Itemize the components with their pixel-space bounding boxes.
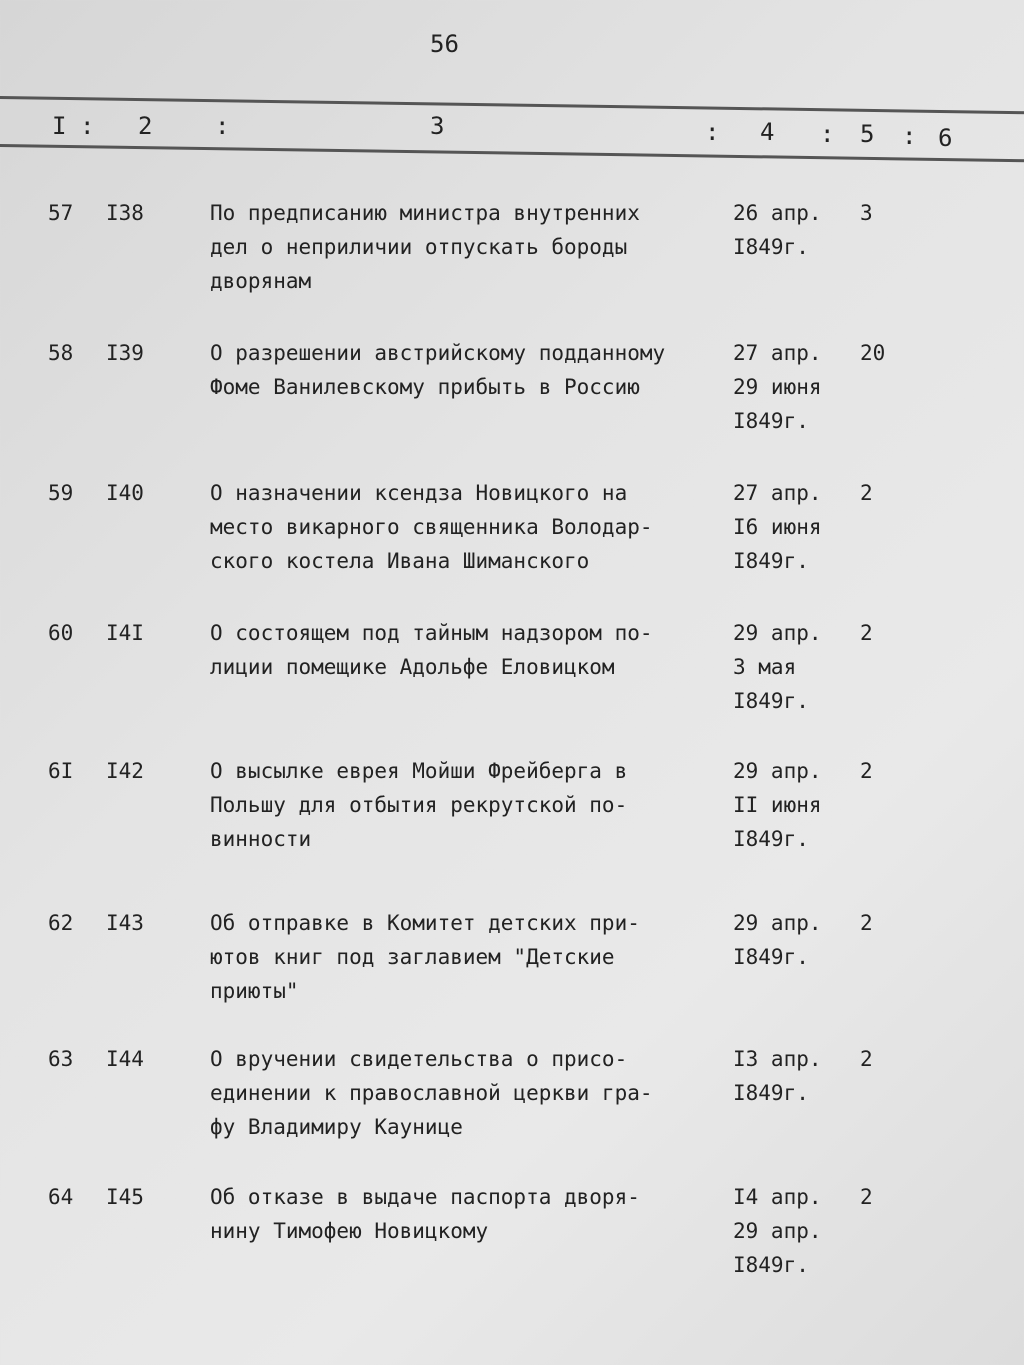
col-header-4: 4 [760, 118, 775, 146]
date-line: 26 апр. [733, 201, 822, 225]
entry-number: 57 [48, 201, 74, 225]
entry-code: I39 [106, 341, 144, 365]
date-line: 29 апр. [733, 1219, 822, 1243]
date-line: I849г. [733, 549, 809, 573]
entry-pages: 2 [860, 1047, 873, 1071]
entry-number: 63 [48, 1047, 74, 1071]
entry-dates [733, 906, 822, 974]
entry-code: I43 [106, 911, 144, 935]
entry-description [210, 196, 640, 298]
col-header-5: 5 [860, 120, 875, 148]
date-line: I849г. [733, 1081, 809, 1105]
entry-number: 59 [48, 481, 74, 505]
description-line: О назначении ксендза Новицкого на [210, 481, 628, 505]
col-header-2: 2 [138, 112, 153, 140]
entry-code: I40 [106, 481, 144, 505]
entry-pages: 2 [860, 481, 873, 505]
entry-number: 62 [48, 911, 74, 935]
col-header-6: 6 [938, 124, 953, 152]
date-line: I4 апр. [733, 1185, 822, 1209]
date-line: 27 апр. [733, 481, 822, 505]
date-line: I849г. [733, 689, 809, 713]
date-line: I6 июня [733, 515, 822, 539]
description-line: О состоящем под тайным надзором по- [210, 621, 653, 645]
description-line: ского костела Ивана Шиманского [210, 549, 590, 573]
entry-pages: 2 [860, 911, 873, 935]
entry-number: 6I [48, 759, 74, 783]
description-line: Польшу для отбытия рекрутской по- [210, 793, 628, 817]
date-line: I849г. [733, 1253, 809, 1277]
description-line: лиции помещике Адольфе Еловицком [210, 655, 615, 679]
entry-code: I38 [106, 201, 144, 225]
entry-dates [733, 1180, 822, 1282]
entry-number: 60 [48, 621, 74, 645]
description-line: единении к православной церкви гра- [210, 1081, 653, 1105]
description-line: Фоме Ванилевскому прибыть в Россию [210, 375, 640, 399]
description-line: дел о неприличии отпускать бороды [210, 235, 628, 259]
date-line: I849г. [733, 827, 809, 851]
date-line: I849г. [733, 235, 809, 259]
description-line: винности [210, 827, 312, 851]
entry-dates [733, 616, 822, 718]
entry-pages: 20 [860, 341, 886, 365]
entry-pages: 2 [860, 621, 873, 645]
description-line: Об отправке в Комитет детских при- [210, 911, 640, 935]
header-top-rule [0, 96, 1024, 114]
description-line: дворянам [210, 269, 312, 293]
date-line: 29 апр. [733, 759, 822, 783]
entry-description [210, 754, 627, 856]
date-line: I849г. [733, 409, 809, 433]
description-line: фу Владимиру Каунице [210, 1115, 463, 1139]
entry-number: 58 [48, 341, 74, 365]
entry-code: I44 [106, 1047, 144, 1071]
entry-dates [733, 476, 822, 578]
entry-description [210, 476, 653, 578]
entry-dates [733, 1042, 822, 1110]
date-line: 3 мая [733, 655, 797, 679]
description-line: приюты" [210, 979, 299, 1003]
entry-pages: 3 [860, 201, 873, 225]
entry-pages: 2 [860, 1185, 873, 1209]
description-line: место викарного священника Володар- [210, 515, 653, 539]
entry-description [210, 616, 653, 684]
entry-dates [733, 196, 822, 264]
entry-number: 64 [48, 1185, 74, 1209]
date-line: 29 апр. [733, 911, 822, 935]
description-line: ютов книг под заглавием "Детские [210, 945, 615, 969]
entry-code: I42 [106, 759, 144, 783]
entry-code: I4I [106, 621, 144, 645]
entry-dates [733, 336, 822, 438]
description-line: Об отказе в выдаче паспорта дворя- [210, 1185, 640, 1209]
date-line: 27 апр. [733, 341, 822, 365]
entry-code: I45 [106, 1185, 144, 1209]
description-line: О разрешении австрийскому подданному [210, 341, 666, 365]
entry-dates [733, 754, 822, 856]
description-line: нину Тимофею Новицкому [210, 1219, 489, 1243]
entry-description [210, 336, 665, 404]
date-line: 29 июня [733, 375, 822, 399]
description-line: О высылке еврея Мойши Фрейберга в [210, 759, 628, 783]
description-line: О вручении свидетельства о присо- [210, 1047, 628, 1071]
col-header-1: I [52, 112, 67, 140]
date-line: I849г. [733, 945, 809, 969]
description-line: По предписанию министра внутренних [210, 201, 640, 225]
entry-pages: 2 [860, 759, 873, 783]
entry-description [210, 1042, 653, 1144]
date-line: 29 апр. [733, 621, 822, 645]
page-number: 56 [430, 30, 459, 58]
col-header-3: 3 [430, 112, 445, 140]
date-line: II июня [733, 793, 822, 817]
entry-description [210, 906, 640, 1008]
date-line: I3 апр. [733, 1047, 822, 1071]
entry-description [210, 1180, 640, 1248]
